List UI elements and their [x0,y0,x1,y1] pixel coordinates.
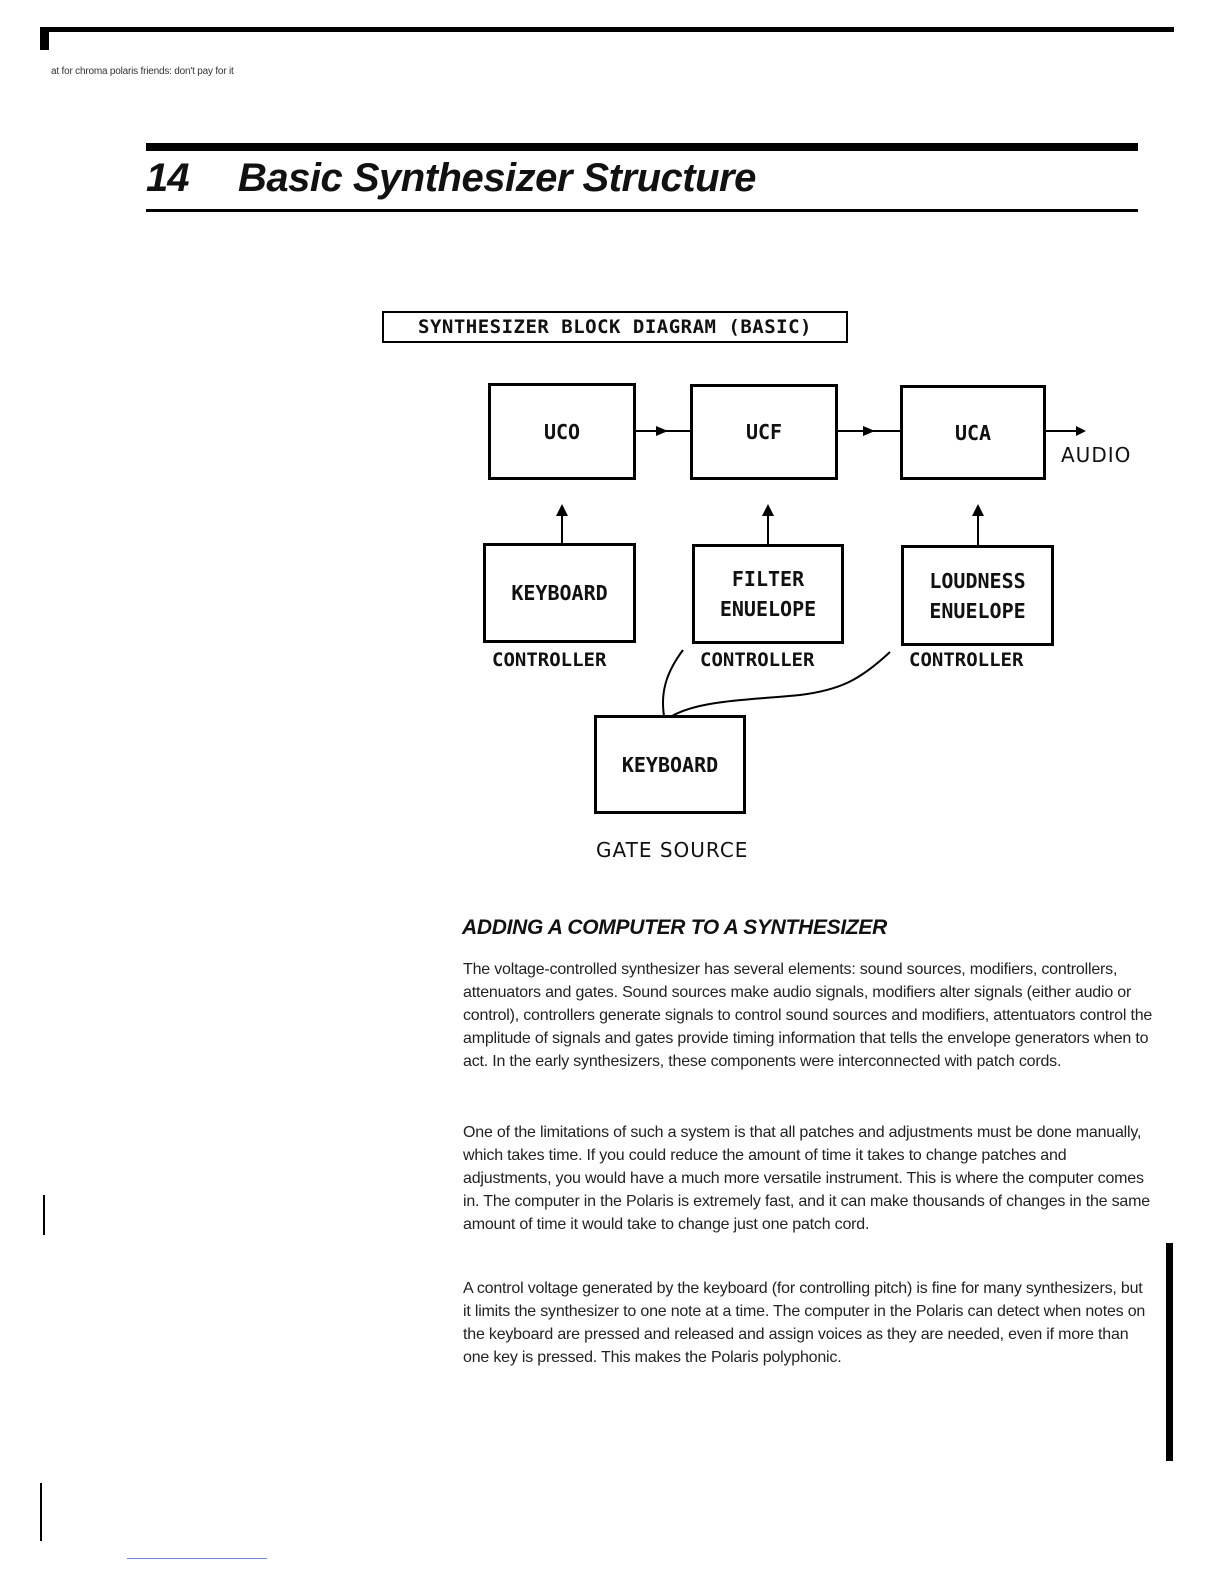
gate-cord-filter [663,650,683,716]
filter-envelope-label-1: FILTER [731,567,805,591]
controller-caption-2: CONTROLLER [700,649,815,671]
watermark-text: at for chroma polaris friends: don't pay for it [51,66,234,77]
loudness-envelope-label-2: ENUELOPE [929,598,1026,623]
gate-keyboard-label: KEYBOARD [621,752,719,777]
arrow-up-vca [972,504,984,516]
controller-caption-1: CONTROLLER [492,649,607,671]
paragraph-3: A control voltage generated by the keyboard (for controlling pitch) is fine for many synthesizers, but it limits the synthesizer to one note at a time. The computer in the Polaris can detect when notes on the keyboard are pressed and released and assign voices as they are needed, even if more than one key is pressed. This makes the Polaris polyphonic. [463,1280,1146,1366]
vco-label: UCO [543,419,581,444]
arrow-up-vcf [762,504,774,516]
margin-scan-bar [1166,1243,1173,1461]
left-scan-mark-2 [40,1483,42,1541]
vcf-block [690,384,838,480]
paragraph-2: One of the limitations of such a system is that all patches and adjustments must be done manually, which takes time. If you could reduce the amount of time it takes to change patches and adjustments, you would have a much more versatile instrument. This is where the computer comes in. The computer in the Polaris is extremely fast, and it can make thousands of changes in the same amount of time it would take to change just one patch cord. [463,1124,1150,1233]
arrow-up-vco [556,504,568,516]
filter-envelope-block [692,544,844,644]
chapter-number: 14 [146,156,189,200]
controller-caption-3: CONTROLLER [909,649,1024,671]
keyboard-controller-block [483,543,636,643]
audio-output-label: AUDIO [1061,443,1132,467]
vcf-label: UCF [745,420,783,444]
bottom-scan-line [127,1558,267,1559]
chapter-title: Basic Synthesizer Structure [238,156,756,200]
arrow-audio [1076,426,1086,436]
vca-label: UCA [954,420,992,445]
filter-envelope-label-2: ENUELOPE [719,597,817,621]
diagram-title: SYNTHESIZER BLOCK DIAGRAM (BASIC) [382,311,848,343]
gate-source-caption: GATE SOURCE [596,838,749,862]
loudness-envelope-label-1: LOUDNESS [929,568,1026,593]
arrow-vca [863,426,875,436]
left-scan-mark-1 [43,1195,45,1235]
gate-keyboard-block [594,715,746,814]
section-heading: ADDING A COMPUTER TO A SYNTHESIZER [462,916,887,939]
keyboard-controller-label: KEYBOARD [511,581,608,605]
loudness-envelope-block [901,545,1054,646]
arrow-vcf [656,426,668,436]
vco-block [488,383,636,480]
paragraph-1: The voltage-controlled synthesizer has several elements: sound sources, modifiers, controllers, attenuators and gates. Sound sources make audio signals, modifiers alter signals (either audio or control), controllers generate signals to control sound sources and modifiers, attentuators control the amplitude of signals and gates provide timing information that tells the envelope generators when to act. In the early synthesizers, these components were interconnected with patch cords. [463,961,1153,1070]
vca-block [900,385,1046,480]
